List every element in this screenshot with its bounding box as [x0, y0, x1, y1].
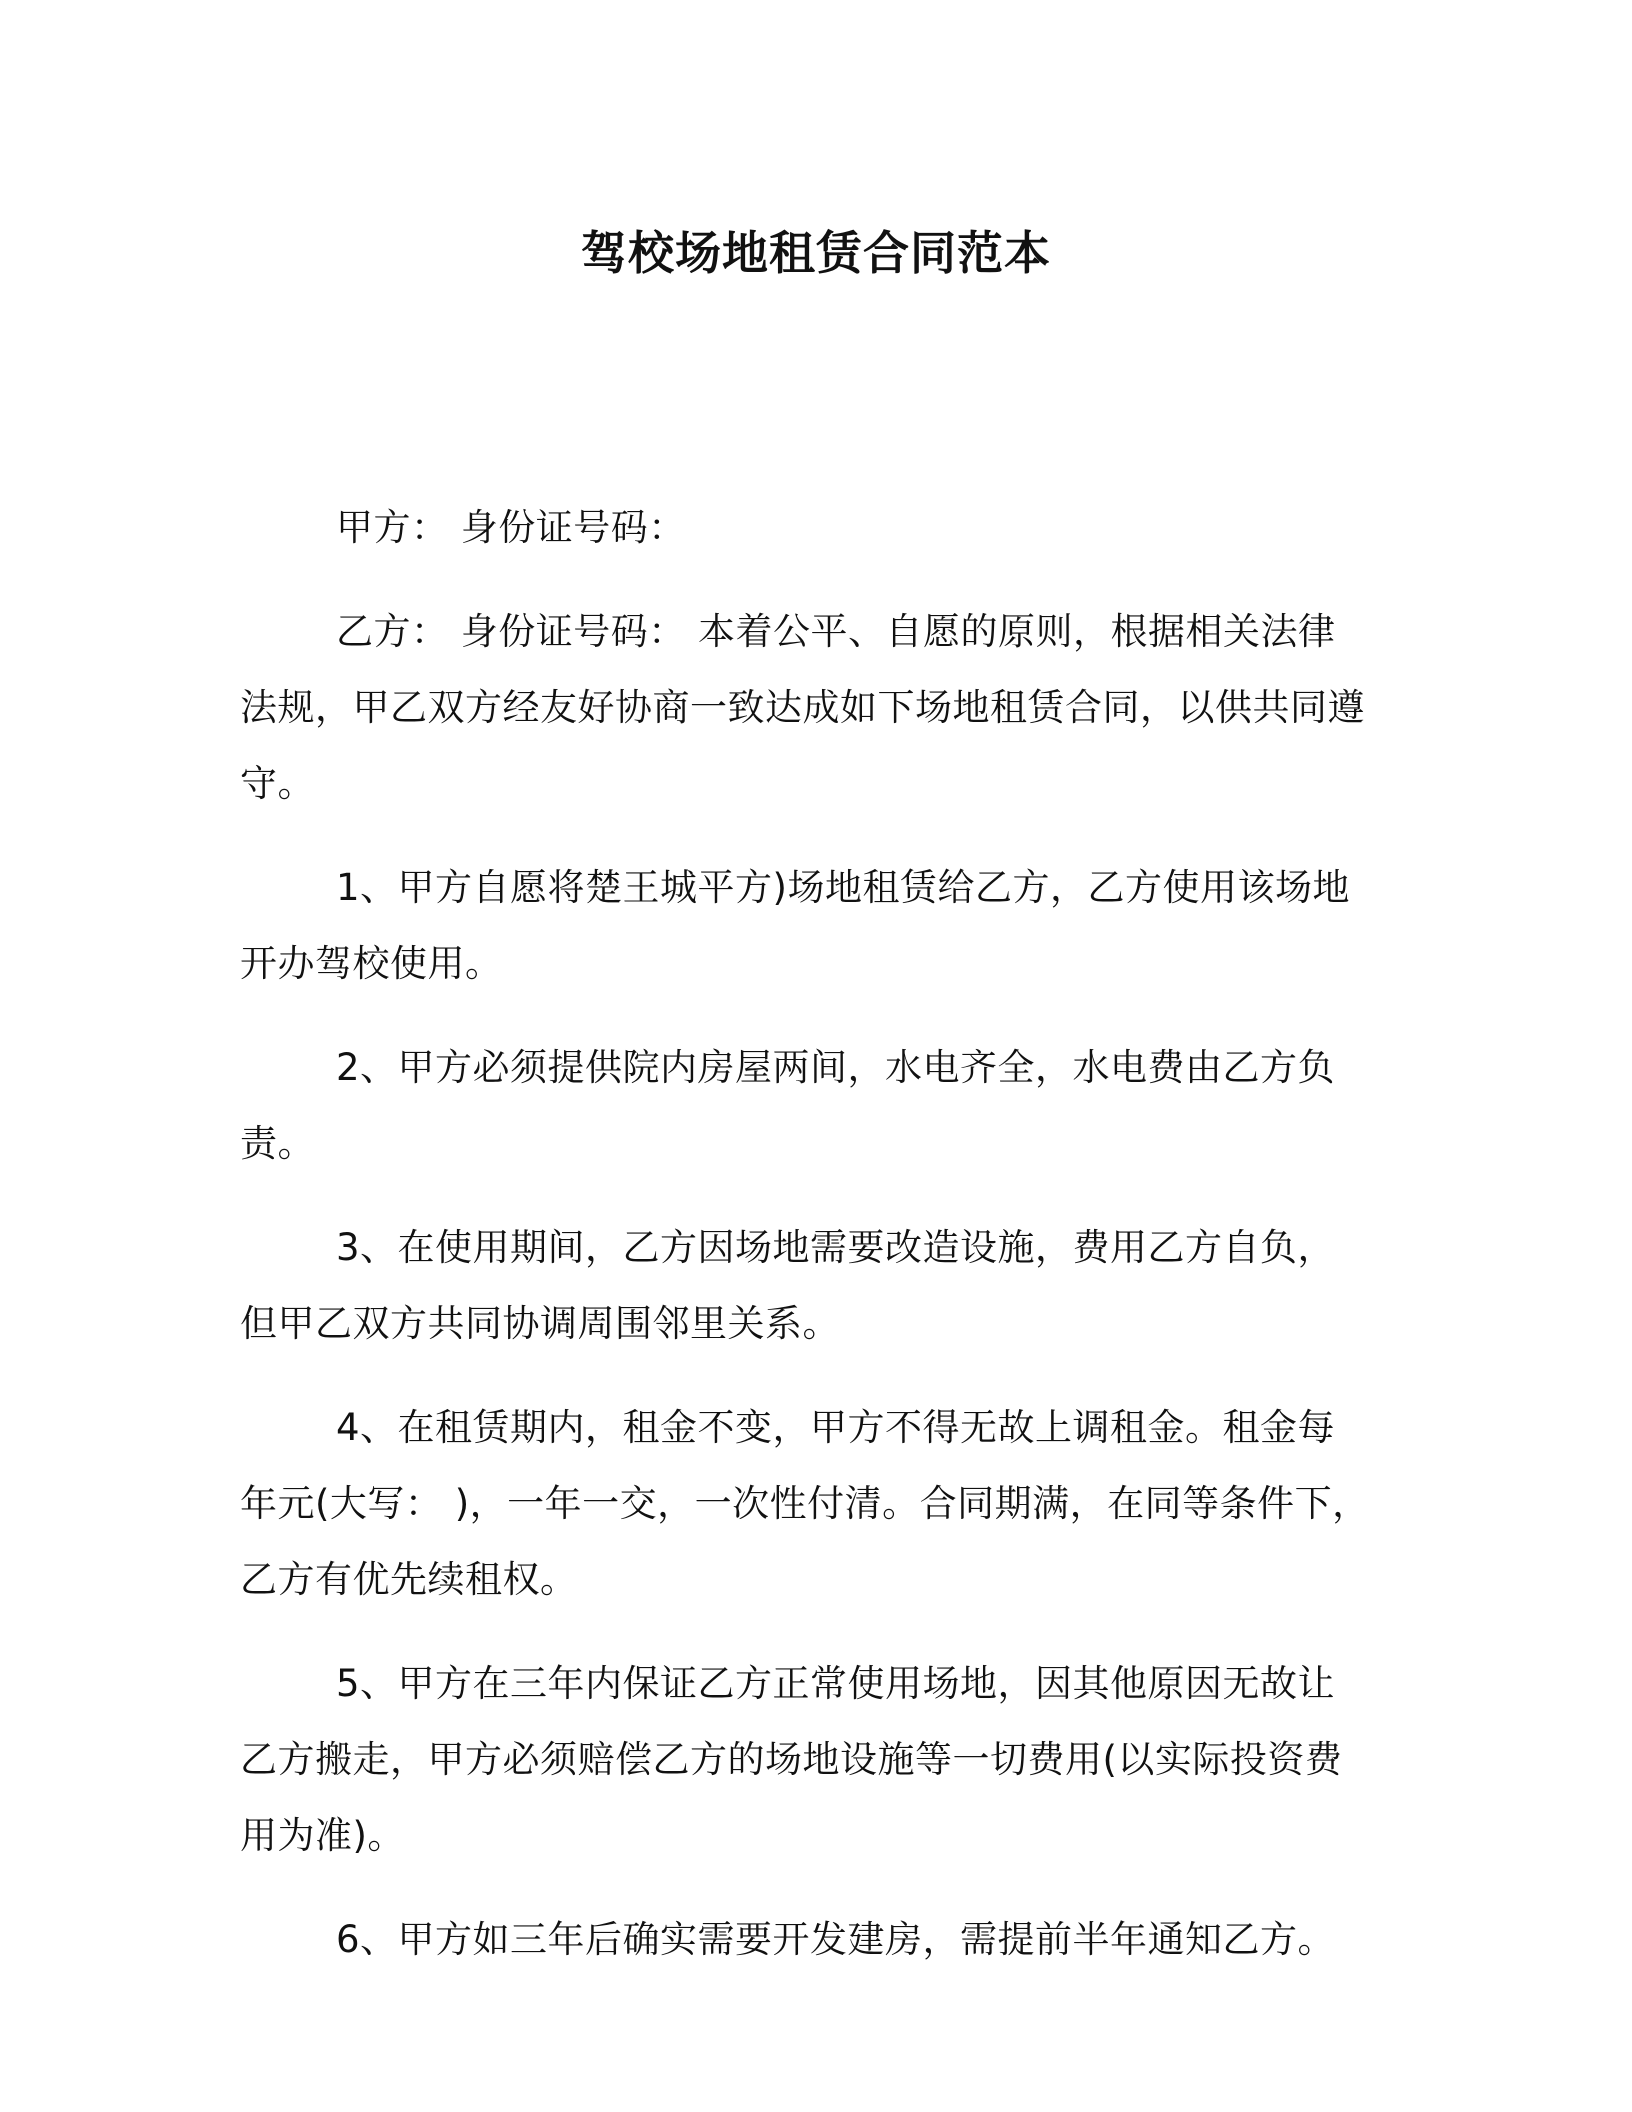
- clause-6: 6、甲方如三年后确实需要开发建房，需提前半年通知乙方。: [336, 1918, 1336, 1961]
- clause-3: 3、在使用期间，乙方因场地需要改造设施，费用乙方自负，但甲乙双方共同协调周围邻里关系。: [240, 1226, 1336, 1345]
- document-title: 驾校场地租赁合同范本: [581, 226, 1051, 280]
- document-body: [240, 490, 1370, 2006]
- party-b-line: 乙方： 身份证号码： 本着公平、自愿的原则，根据相关法律法规，甲乙双方经友好协商一致达成如下场地租赁合同，以供共同遵守。: [240, 610, 1365, 805]
- clause-5: 5、甲方在三年内保证乙方正常使用场地，因其他原因无故让乙方搬走，甲方必须赔偿乙方的场地设施等一切费用(以实际投资费用为准)。: [240, 1662, 1343, 1857]
- party-a-line: 甲方： 身份证号码：: [336, 506, 686, 549]
- clause-1: 1、甲方自愿将楚王城平方)场地租赁给乙方，乙方使用该场地开办驾校使用。: [240, 866, 1350, 985]
- clause-4: 4、在租赁期内，租金不变，甲方不得无故上调租金。租金每年元(大写： )，一年一交，一次性付清。合同期满，在同等条件下，乙方有优先续租权。: [240, 1406, 1370, 1601]
- clause-2: 2、甲方必须提供院内房屋两间，水电齐全，水电费由乙方负责。: [240, 1046, 1336, 1165]
